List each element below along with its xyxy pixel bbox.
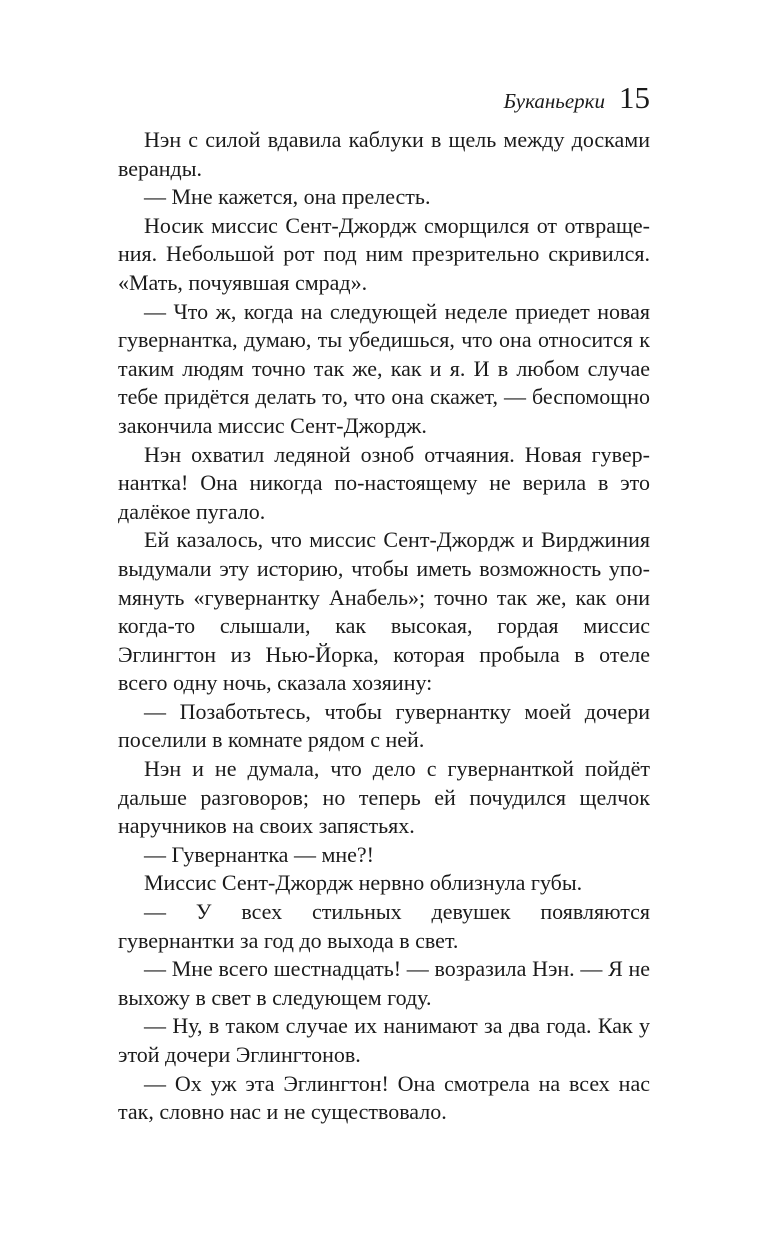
body-text — [118, 126, 650, 1127]
paragraph: Ей казалось, что миссис Сент-Джордж и Вирджиния выдумали эту историю, чтобы иметь возможность упомянуть «гувернантку Анабель»; точно так же, как они когда-то слышали, как высокая, гордая миссис Эглингтон из Нью-Йорка, которая пробыла в отеле всего одну ночь, сказала хозяину: — [118, 527, 650, 696]
running-head — [504, 82, 650, 114]
paragraph: Нэн с силой вдавила каблуки в щель между досками веранды. — [118, 127, 650, 181]
paragraph: Нэн охватил ледяной озноб отчаяния. Новая гувернантка! Она никогда по-настоящему не верила в это далёкое пугало. — [118, 441, 650, 524]
page-number: 15 — [619, 80, 650, 115]
paragraph: — Ну, в таком случае их нанимают за два года. Как у этой дочери Эглингтонов. — [118, 1013, 650, 1067]
paragraph: — Что ж, когда на следующей неделе приедет новая гувернантка, думаю, ты убедишься, что она относится к таким людям точно так же, как и я. И в любом случае тебе придётся делать то, что она скажет, — беспомощно закончила миссис Сент-Джордж. — [118, 298, 650, 438]
running-title: Буканьерки — [503, 89, 605, 113]
paragraph: — Позаботьтесь, чтобы гувернантку моей дочери поселили в комнате рядом с ней. — [118, 698, 650, 753]
paragraph: — Мне кажется, она прелесть. — [144, 184, 431, 210]
paragraph: — Ох уж эта Эглингтон! Она смотрела на всех нас так, словно нас и не существовало. — [118, 1070, 650, 1125]
paragraph: Миссис Сент-Джордж нервно облизнула губы. — [144, 870, 583, 896]
paragraph: — Гувернантка — мне?! — [144, 841, 375, 867]
paragraph: — Мне всего шестнадцать! — возразила Нэн. — Я не выхожу в свет в следующем году. — [118, 956, 650, 1010]
paragraph: Носик миссис Сент-Джордж сморщился от отвращения. Небольшой рот под ним презрительно скривился. «Мать, почуявшая смрад». — [118, 212, 650, 295]
paragraph: Нэн и не думала, что дело с гувернанткой пойдёт дальше разговоров; но теперь ей почудился щелчок наручников на своих запястьях. — [118, 756, 650, 839]
paragraph: — У всех стильных девушек появляются гувернантки за год до выхода в свет. — [118, 899, 650, 953]
